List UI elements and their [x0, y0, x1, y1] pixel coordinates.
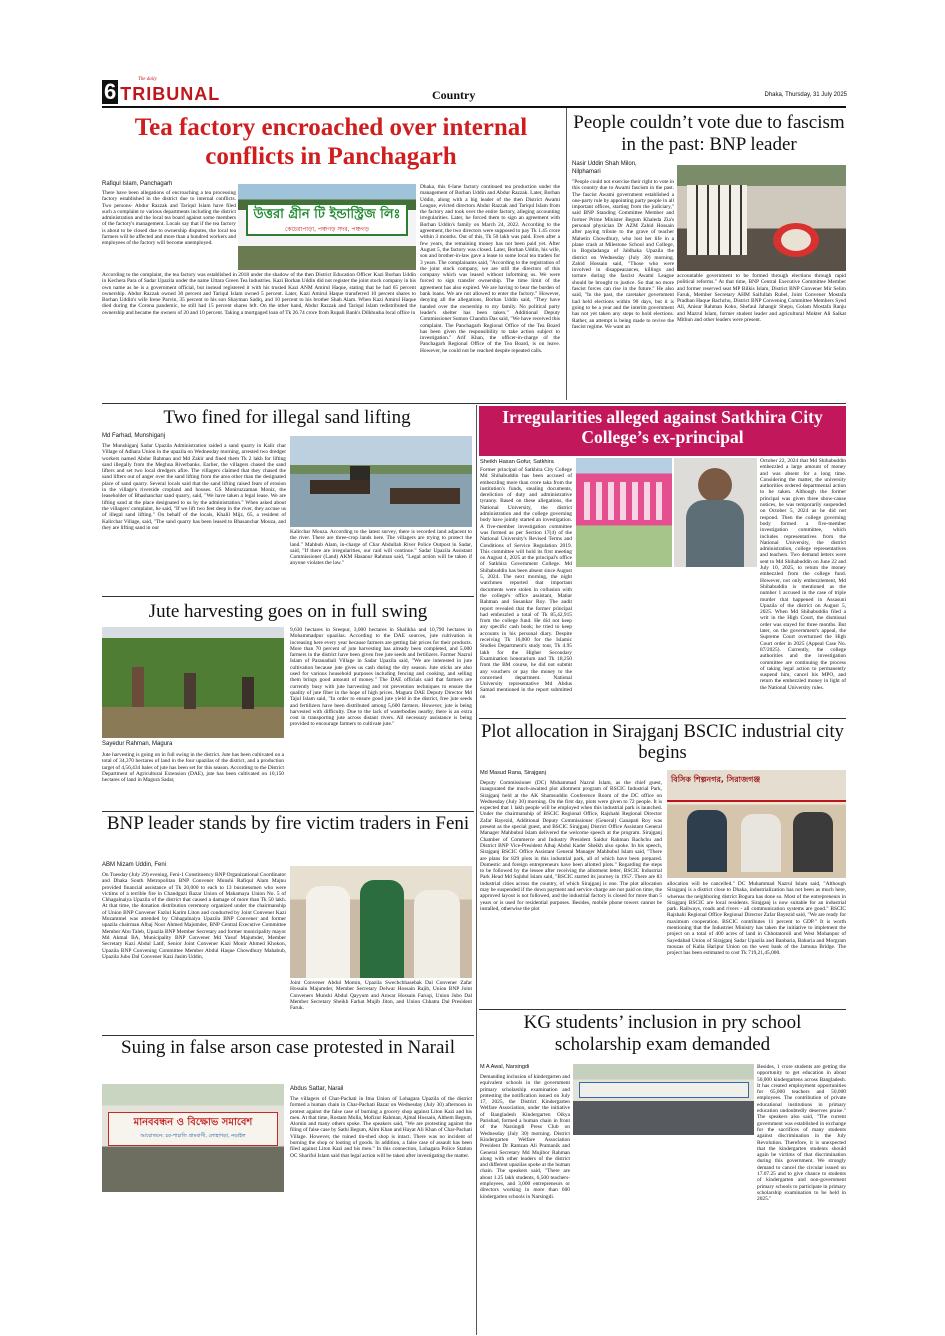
byline-jute: Sayedur Rahman, Magura [102, 741, 173, 747]
column-divider-mid [476, 405, 477, 1335]
photo-tea-factory-sign [238, 184, 416, 270]
header-rule [102, 106, 846, 108]
byline-bscic: Md Masud Rana, Sirajganj [480, 770, 546, 776]
sign-text-1: উত্তরা গ্রীন টি ইন্ডাস্ট্রিজ লিঃ [253, 207, 401, 222]
brand-logo: TRIBUNAL [120, 84, 221, 104]
body-sand-lifting-2: Kalirchar Mouza. According to the latest survey, there is recorded land adjacent to the river. There are three-crop lands here. The villagers are trying to protect the land." Mahbub Alam, in-charge of Char Abdullah River Police Outpost in Sadar, said, "If there are irregularities, our raid will continue." Sadar Upazila Assistant Commissioner (Land) AKM Hasanur Rahman said, "Legal action will be taken if anyone violates the law." [290, 529, 472, 567]
body-satkhira-2: October 22, 2024 that Md Shihabuddin embezzled a large amount of money and was absent for a long time. Considering the matter, the university authorities ordered departmental action to be taken. Although the former principal was given three show-cause notices, he was temporarily suspended on October 5, 2024 as he did not respond. Then the college governing body formed a five-member investigation committee, which includes representatives from the National University, the district administration, college representatives and teachers. Two demand letters were sent to Md Shihabuddin on June 22 and July 10, 2025, to return the money embezzled from the college fund. However, not only embezzlement, Md Shihabuddin is mentioned as the number 1 accused in the case of triple murder that happened in Assasuni Upazila of the district on August 5, 2025. When Md Shihabuddin filed a writ in the High Court, the dismissal order was stayed for three months. But later, on the government's appeal, the Supreme Court overturned the High Court order in 2025 (Appeal Case No. 87/2025). Currently, the college authorities and the investigation committee are continuing the process of taking legal action to permanently suspend him, cancel his MPO, and return the embezzled money in light of the National University rules. [760, 458, 846, 691]
photo-kg-human-chain [573, 1064, 754, 1135]
section-rule-4 [102, 811, 474, 812]
section-rule-6 [479, 1009, 846, 1010]
body-tea-factory-1: According to the complaint, the tea factory was established in 2018 under the shadow of the then District Education Officer Kazi Borhan Uddin in Kechera Para of Sadar Upazila under the name Uttara Green Tea Industries. Kazi Borhan Uddin did not register the joint stock company in his own name as he is a government official, but instead registered it with his trusted Kazi ANM Amirul Haque, stating that he had 65 percent ownership. Abdur Razzak owned 30 percent and Tariqul Islam owned 5 percent. Later, Kazi Amirul Haque transferred 10 percent shares to Borhan Uddin's wife Irene Parvin, 35 percent to his son Shayman Sadiq, and 10 percent to his brother Shah Alam. When Kazi Amirul Haque died during the Corona pandemic, he still had 15 percent shares left. On the other hand, Abdur Razzak and Tariqul Islam redistributed the ownership and became the owners of 20 and 10 percent. Taking a mortgaged loan of Tk 26.74 crore from Rupali Bank's Dilkhusha local office in [102, 272, 416, 316]
photo-narail-human-chain [102, 1084, 284, 1192]
body-kg-students-1: Demanding inclusion of kindergarten and equivalent schools in the government primary scholarship examination and protesting the notification issued on July 17, 2025, the District Kindergarten Welfare Association, under the initiative of Bangladesh Kindergarten Oikya Parishad, formed a human chain in front of the Narsingdi Press Club on Wednesday (July 30) morning. District Kindergarten Welfare Association President Dr Ramzan Ali Pramanik and General Secretary Md Mujibor Rahman along with other leaders of the district and different upazilas spoke at the human chain. The speakers said, "There are about 1.25 lakh students, 6,500 teachers-employees, and 3,000 entrepreneurs or directors working in more than 600 kindergarten schools in Narsingdi. [480, 1074, 570, 1200]
body-narail: The villagers of Char-Pachati in Itna Union of Lohagara Upazila of the district formed a human chain in Char-Pachati Bazar on Wednesday (July 30) afternoon in protest against the false case of burning a grocery shop against Liton Kazi and his men. At that time, Rostam Molla, Mofizur Rahman, Ajmal Hossain, Althem Begum, Alomin and many others spoke. The speakers said, "We are protesting against the filing of false case by Sathi Begum, Alim Khan and Hayat Ali Khan of Char-Pachati Village. However, the ruined tin-shed shop is intact. There was no incident of burning the shop or looting of goods. In addition, a false case of assault has been filed against Liton Kazi and his men." In this connection, Lohagara Police Station OC Shariful Islam said that legal action will be taken after investigating the matter. [290, 1096, 472, 1159]
bscic-banner: বিসিক শিল্পনগর, সিরাজগঞ্জ [671, 775, 761, 784]
body-bnp-feni-2: Joint Convener Abdul Momin, Upazila Swechchhasebak Dal Convener Zafar Hossain Majumder, Member Secretary Delwar Hossain Rajib, Union BNP Joint Conveners Munshi Abdul Qayyum and Anwar Hossain Faruqi, Union Jubo Dal Member Secretary Sheikh Farhat Mujib Jiton, and Union Chhatra Dal President Faruk. [290, 980, 472, 1012]
body-bnp-feni-1: On Tuesday (July 29) evening, Feni-1 Constituency BNP Organizational Coordinator and Dhaka South Metropolitan BNP Convener Munshi Rafiqul Alam Majnu provided financial assistance of Tk 20,000 to each to 13 businessmen who were victims of a terrible fire in Chandgazi Bazar Union of Mahamaya Union No. 5 of Chhagalnaiya Upazila of the district that caused a damage of more than Tk 50 lakh. At that time, the donation distribution ceremony organized under the chairmanship of Union BNP Convener Fazlul Karim Liton and conducted by Joint Convener Kazi Mozammel was attended by Chhagalnaiya Upazila BNP Convener and former upazila chairman Alhaj Noor Ahmed Majumder, BNP Central Executive Committee Member Abu Taleb, Upazila BNP Member Secretary and former municipality mayor Md Akmal BA, Municipality BNP Convener Md Yusuf Majumder, Member Secretary Kazi Abdul Latif, Senior Joint Convener Kazi Monir Ahmed Khokon, Upazila BNP Convening Committee Member Abdul Haque Chowdhury Mahabub, Upazila Jubo Dal Convener Kazi Jasim Uddin, [102, 872, 286, 960]
photo-bnp-feni [290, 866, 472, 978]
headline-sand-lifting: Two fined for illegal sand lifting [163, 407, 411, 428]
body-sand-lifting-1: The Munshiganj Sadar Upazila Administration raided a sand quarry in Kalir char Village of Adhara Union in the upazila on Wednesday morning, arrested two dredger workers named Abdur Rahman and Md Zakir and fined them Tk 2 lakh for lifting sand illegally from the Meghna Riverbanks. Earlier, the villagers chased the sand lifters and set two local dredgers afire. The villagers claimed that they chased the sand lifters out of anger over the sand lifting from the area other than the designated place of sand quarry. Several locals said that the sand lifting raised fears of erosion in the village's riverside cropland and houses. GS Moniruzzaman Moniz, the leaseholder of Bhashanchar sand quarry, said, "We have taken a legal lease. We are lifting sand at the place designated to us by the administration." When asked about the villagers' complaint, he said, "If we lift two feet deep in the river, they accuse us of illegal sand lifting." On behalf of the locals, Khalil Mijz, 65, a resident of Kalirchar Village, said, "The sand quarry has been leased to Bhasanchar Mouza, and they are lifting sand in our [102, 443, 286, 531]
headline-kg-students: KG students’ inclusion in pry school scholarship exam demanded [523, 1012, 802, 1056]
body-satkhira-1-cont [480, 570, 664, 714]
byline-kg-students: M A Awal, Narsingdi [480, 1064, 530, 1070]
body-tea-factory-lead: There have been allegations of encroaching a tea processing factory established in the district due to internal conflicts. Two persons- Abdur Razzak and Tariqul Islam have filed such a complaint to various departments including the district administration and the local tea board against some members of the factory's management. Locals say that if the tea factory is about to be closed due to ownership disputes, the local tea farmers will be affected and more than a hundred workers and employees of the factory will become unemployed. [102, 190, 237, 247]
brand-tagline: The daily [138, 77, 157, 82]
body-tea-factory-2: Dhaka, this 6-lane factory continued tea production under the management of Borhan Uddin and Abdur Razzak. Later, Borhan Uddin, along with a big leader of the then District Awami League, evicted directors Abdur Razzak and Tariqul Islam from the factory and took over the entire factory, alleging accounting irregularities. Later, he forced them to sign an agreement with Borhan Uddin's family on March 24, 2022. According to the agreement, the two directors were supposed to pay Tk 1.45 crore within 3 months. Out of this, Tk 50 lakh was paid. Even after a few years, the remaining money has not been paid yet. After August 5, the factory was closed. Later, Borhan Uddin, his wife, son and brother-in-law gave a lease to some local tea traders for 3 years. The complainants said, "According to the registration of the joint stock company, we are still the directors of this company which was leased without informing us. We were forced to sign transfer ownership. The time limit of the agreement has also expired. We are having to bear the burden of bank loans. We are not allowed to enter the factory." However, denying all the allegations, Borhan Uddin said, "They have handed over the ownership to my family. No political party leader's shelter has been taken." Additional Deputy Commissioner Sumon Chandra Das said, "We have received this complaint. The Panchagarh Regional Office of the Tea Board has been given the responsibility to take action subject to investigation." Arif Khan, the officer-in-charge of the Panchagarh Regional Office of the Tea Board, is on leave. However, he could not be reached despite repeated calls. [420, 184, 560, 354]
section-label: Country [432, 88, 476, 102]
section-rule-5 [102, 1035, 474, 1036]
body-bscic-1: Deputy Commissioner (DC) Muhammad Nazrul Islam, as the chief guest, inaugurated the much-awaited plot allotment program of BSCIC Industrial Park, Sirajganj held at the AK Shamsuddin Conference Room of the DC office on Wednesday (July 30) morning. On the first day, plots were given to 72 people. It is expected that 1 lakh people will be employed when this industrial park is launched. Under the chairmanship of BSCIC Regional Office, Rajshahi Regional Director Zafar Bayezid, Additional Deputy Commissioner (General) Ganapati Roy was present as the special guest, and BSCIC Sirajganj District Office Assistant General Manager Mahbubul Islam delivered the welcome speech at the program. Sirajganj Chamber of Commerce and Industry President Saidur Rahman Bachchu and District BNP Vice-President Alhaj Abdul Kader Sheikh also spoke. In his speech, Sirajganj BSCIC Office Assistant General Manager Mahbubul Islam said, "There are plans for 829 plots in this industrial park, all of which have been prepared. Domestic and foreign entrepreneurs have been allotted plots." Regarding the steps to be followed by the lessee after receiving the allotment letter, BSCIC Industrial Park Head Md Sajidul Islam said, "BSCIC started its journey in 1957. There are 83 industrial cities across the country, of which Sirajganj is one. The plot allocation may be suspended if the down payment and service charge are not paid on time, the approved layout is not followed, and the industrial factory is closed for more than 5 years or is used for residential purposes. Besides, mobile phone towers cannot be installed, otherwise the plot [480, 780, 662, 912]
headline-bscic: Plot allocation in Sirajganj BSCIC industrial city begins [481, 722, 844, 764]
byline-narail: Abdus Sattar, Narail [290, 1086, 344, 1092]
narail-banner-2: আয়োজনে: চর-পাচাতি গ্রামবাসী, লোহাগড়া, নড়াইল [140, 1133, 246, 1139]
date-line: Dhaka, Thursday, 31 July 2025 [764, 92, 847, 98]
body-satkhira-1: Former principal of Satkhira City College Md Shihabuddin has been accused of embezzling more than crore taka from the institution's funds, stealing documents, dereliction of duty and administrative tyranny. Based on these allegations, the National University, the district administration and the college governing body have jointly started an investigation. A five-member investigation committee was formed as per Section 17(4) of the National University's Revised Terms and Conditions of Service Regulation 2019. This committee will hold its first meeting on August 4, 2025 at the principal's office of Satkhira Government College. Md Shihabuddin has been absent since August 5, 2024. The next morning, the night watchmen reported that important documents were stolen in collusion with the college's office assistant, Matiar Rahman and Susankar Roy. The audit report revealed that the former principal had embezzled a total of Tk 85,42,915 from the college fund. He did not keep any specific cash book; he tried to keep accounts in his personal diary. Despite receiving Tk 16,000 for the Islamic Studies Department's study tour, Tk 4.95 lakh for the Higher Secondary Examination honorarium and Tk 18,250 from the BM course, he did not submit any vouchers or pay the money to the concerned department. National University representative Md Abdus Samad mentioned in the report submitted on [480, 467, 572, 700]
page-number: 6 [104, 79, 117, 104]
headline-narail: Suing in false arson case protested in Narail [121, 1037, 455, 1058]
section-rule-3 [479, 718, 846, 719]
body-jute-1: Jute harvesting is going on in full swing in the district. Jute has been cultivated on a total of 34,370 hectares of land in the four upazilas of the district, and a production target of 4,56,434 bales of jute has been set for this season. According to the District Department of Agricultural Extension (DAE), jute has been cultivated on 10,150 hectares of land in Magura Sadar, [102, 752, 284, 784]
photo-satkhira-principal [674, 458, 757, 567]
column-divider-top [566, 108, 567, 400]
headline-jute: Jute harvesting goes on in full swing [148, 601, 428, 622]
headline-tea-factory: Tea factory encroached over internal conflicts in Panchagarh [134, 114, 528, 170]
photo-bscic-event [667, 770, 846, 878]
headline-bnp-feni: BNP leader stands by fire victim traders in Feni [106, 813, 470, 834]
photo-sand-lifting [290, 436, 472, 527]
byline-bnp-vote-1: Nasir Uddin Shah Milon, [572, 161, 637, 167]
photo-jute-field [102, 627, 284, 738]
body-bnp-vote-2: accountable government to be formed through elections through rapid political reforms." At that time, BNP Central Executive Committee Member and former reserved seat MP Bilkis Islam, District BNP Convener Mir Selim Faruk, Member Secretary AHM Saifullah Rubel, Joint Convener Mostafa Pradhan Haque Bachchu, District BNP Convening Committee Members Syed Ali, Anisur Rahman Koko, Shefaul Jahangir Shepu, Golam Mostafa Ranju and Mazrul Islam, former student leader and agricultural Mokter Ali Saikat Mithun and other leaders were present. [677, 273, 846, 324]
byline-sand-lifting: Md Farhad, Munshiganj [102, 433, 166, 439]
byline-satkhira: Sheikh Hasan Gofur, Satkhira [480, 459, 554, 465]
narail-banner-1: মানববন্ধন ও বিক্ষোভ সমাবেশ [133, 1117, 253, 1128]
body-bscic-2: allocation will be cancelled." DC Muhammad Nazrul Islam said, "Although Sirajganj is a district close to Dhaka, industrialization has not been as much here, whereas the neighboring district Bogura has done so. Most of the entrepreneurs in Sirajganj BSCIC are local residents. Sirajganj is now suitable for an industrial park. Railways, roads and rivers - all communication systems are good." BSCIC Rajshahi Regional Office Regional Director Zafar Bayezid said, "We are ready for maximum cooperation. BSCIC contributes 11 percent to GDP." It is worth mentioning that the Industries Ministry has taken the initiative to implement the project on a total of 400 acres of land in Chhotatoroli and West Mohanpur of Sayedabad Union of Sirajganj Sadar Upazila and Banbaria, Bahuria and Morgram mouzas of Kalia Haripur Union on the west bank of the Jamuna Bridge. The project has been estimated to cost Tk 719,21,45,000. [667, 881, 846, 957]
byline-bnp-feni: ABM Nizam Uddin, Feni [102, 862, 167, 868]
sign-text-2: কেচেরাপাড়া, পঞ্চগড় সদর, পঞ্চগড় [284, 226, 370, 233]
masthead [102, 78, 220, 104]
body-jute-2: 9,630 hectares in Sreepur, 3,000 hectares in Shalikha and 10,790 hectares in Mohammadpur upazilas. According to the DAE sources, jute cultivation is increasing here every year because farmers are getting fair prices for their products. More than 70 percent of jute harvesting has already been completed, and 5,000 farmers in the district have been given free jute seeds and fertilizers. Farmer Nazrul Islam of Paranadiali Village in Sadar Upazila said, "We are interested in jute cultivation because jute gives us cash during the dry season. Jute sticks are also used for various household purposes including fencing and cooking, and selling them brings good amount of money." The DAE officials said that farmers are currently busy with jute harvesting and rot prevention techniques to ensure the quality of jute fiber in the hope of high prices. Magura DAE Deputy Director Md Tajul Islam said, "In order to ensure good jute yield in the district, free jute seeds and fertilizers have been distributed among 5,600 farmers. However, jute is being harvested with difficulty. Due to the lack of waterbodies nearby, there is an extra cost in transporting jute across distant rivers. All necessary assistance is being provided to encourage farmers to cultivate jute." [290, 627, 472, 728]
section-rule-2 [102, 596, 474, 597]
section-rule-1 [102, 403, 846, 404]
byline-tea-factory: Rafiqul Islam, Panchagarh [102, 181, 173, 187]
photo-satkhira-college [576, 458, 672, 567]
headline-satkhira: Irregularities alleged against Satkhira City College’s ex-principal [502, 407, 823, 448]
headline-bnp-vote: People couldn’t vote due to fascism in the past: BNP leader [573, 112, 845, 156]
body-kg-students-2: Besides, 1 crore students are getting the opportunity to get education in about 50,000 kindergartens across Bangladesh. It has created employment opportunities for 65,000 teachers and 50,000 employees. The contribution of private educational institutions in primary education undoubtedly deserves praise." The speakers also said, "The current government was established in exchange for the sacrifices of many students against discrimination in the July Revolution. Therefore, it is unexpected that the kindergarten students should again be victims of that discrimination during this government. We strongly demand to cancel the circular issued on 17.07.25 and to give chance to students of kindergarten and non-government primary schools to participate in primary scholarship examination to be held in 2025." [757, 1064, 846, 1203]
photo-bnp-leaders [677, 165, 846, 271]
byline-bnp-vote-2: Nilphamari [572, 169, 601, 175]
body-bnp-vote-1: "People could not exercise their right to vote in this country due to Awami fascism in the past. The fascist Awami government established a one-party rule by appointing party people in all important offices, starting from the judiciary," said BNP Standing Committee Member and former Prime Minister Begum Khaleda Zia's personal physician Dr AZM Zahid Hossain after paying tribute to the grave of teacher Mahetin Chowdhury, who lost her life in a plane crash at Milestone School and College, in Boguladanga of Jaldhaka Upazila the district on Wednesday (July 30) morning. Zahid Hossain said, "Those who were involved in disappearances, killings and torture during the fascist Awami League should be brought to justice. So that no more fascist forces can rise in the future." He also said, "In the past, the caretaker government had held elections within 90 days, but it is going to be a year and the interim government has not yet taken any steps to hold elections. Rather, an attempt is being made to revive the fascist regime. We want an [572, 179, 674, 330]
